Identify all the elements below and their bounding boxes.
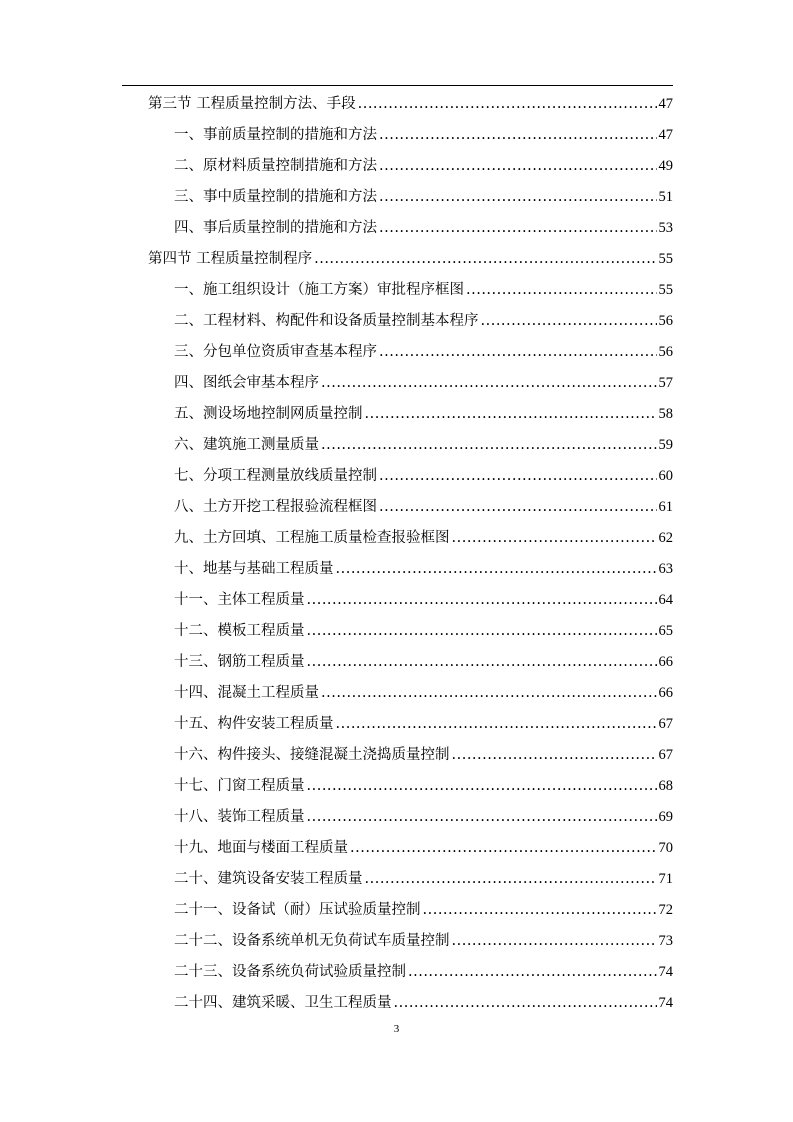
toc-entry-label: 二十三、设备系统负荷试验质量控制 [174, 964, 406, 980]
toc-entry-page: 67 [658, 747, 673, 763]
toc-entry-page: 47 [658, 127, 673, 143]
dot-leader [379, 495, 657, 519]
toc-entry-page: 70 [658, 840, 673, 856]
dot-leader [314, 247, 656, 271]
toc-entry[interactable] [174, 340, 673, 364]
toc-entry-label: 一、施工组织设计（施工方案）审批程序框图 [174, 282, 464, 298]
dot-leader [321, 681, 657, 705]
toc-entry-label: 三、分包单位资质审查基本程序 [174, 344, 377, 360]
dot-leader [365, 867, 657, 891]
toc-entry-label: 一、事前质量控制的措施和方法 [174, 127, 377, 143]
toc-entry-page: 73 [658, 933, 673, 949]
toc-entry-page: 55 [658, 251, 673, 267]
dot-leader [452, 929, 657, 953]
dot-leader [452, 743, 657, 767]
toc-entry[interactable] [174, 991, 673, 1015]
toc-entry-page: 47 [658, 96, 673, 112]
toc-entry[interactable] [174, 898, 673, 922]
dot-leader [452, 526, 657, 550]
toc-entry[interactable] [174, 960, 673, 984]
header-rule [122, 85, 673, 86]
dot-leader [394, 991, 657, 1015]
toc-entry-label: 二十一、设备试（耐）压试验质量控制 [174, 902, 421, 918]
toc-entry[interactable] [174, 712, 673, 736]
toc-entry-page: 62 [658, 530, 673, 546]
dot-leader [379, 185, 657, 209]
toc-entry[interactable] [174, 805, 673, 829]
toc-entry-label: 十九、地面与楼面工程质量 [174, 840, 348, 856]
toc-entry-page: 49 [658, 158, 673, 174]
toc-entry[interactable] [174, 836, 673, 860]
dot-leader [307, 619, 657, 643]
toc-entry-label: 二、工程材料、构配件和设备质量控制基本程序 [174, 313, 479, 329]
toc-entry-label: 十六、构件接头、接缝混凝土浇捣质量控制 [174, 747, 450, 763]
toc-entry-page: 63 [658, 561, 673, 577]
toc-entry-page: 69 [658, 809, 673, 825]
toc-entry[interactable] [174, 557, 673, 581]
toc-entry-page: 74 [658, 995, 673, 1011]
toc-entry-label: 第三节 工程质量控制方法、手段 [148, 96, 356, 112]
toc-entry[interactable] [174, 619, 673, 643]
dot-leader [307, 650, 657, 674]
toc-entry-page: 72 [658, 902, 673, 918]
dot-leader [408, 960, 657, 984]
toc-entry[interactable] [174, 278, 673, 302]
dot-leader [423, 898, 657, 922]
toc-entry-page: 74 [658, 964, 673, 980]
dot-leader [379, 464, 657, 488]
toc-entry-label: 十、地基与基础工程质量 [174, 561, 334, 577]
toc-entry[interactable] [174, 433, 673, 457]
page-number: 3 [393, 1023, 400, 1035]
dot-leader [358, 92, 657, 116]
toc-entry-label: 四、事后质量控制的措施和方法 [174, 220, 377, 236]
toc-entry[interactable] [174, 681, 673, 705]
toc-entry[interactable] [174, 185, 673, 209]
toc-entry-label: 十八、装饰工程质量 [174, 809, 305, 825]
toc-entry[interactable] [148, 92, 673, 116]
toc-entry[interactable] [174, 216, 673, 240]
toc-entry-page: 67 [658, 716, 673, 732]
dot-leader [321, 371, 657, 395]
toc-entry-label: 二十二、设备系统单机无负荷试车质量控制 [174, 933, 450, 949]
toc-entry-label: 第四节 工程质量控制程序 [148, 251, 313, 267]
toc-entry-page: 65 [658, 623, 673, 639]
toc-entry-page: 60 [658, 468, 673, 484]
toc-entry-page: 56 [658, 344, 673, 360]
toc-entry-label: 二十四、建筑采暖、卫生工程质量 [174, 995, 392, 1011]
toc-entry[interactable] [174, 743, 673, 767]
toc-entry-label: 二十、建筑设备安装工程质量 [174, 871, 363, 887]
toc-entry-page: 56 [658, 313, 673, 329]
toc-entry-label: 五、测设场地控制网质量控制 [174, 406, 363, 422]
toc-entry[interactable] [174, 650, 673, 674]
toc-entry-page: 61 [658, 499, 673, 515]
toc-entry-label: 十一、主体工程质量 [174, 592, 305, 608]
toc-entry-page: 71 [658, 871, 673, 887]
toc-entry-page: 64 [658, 592, 673, 608]
dot-leader [350, 836, 657, 860]
toc-entry-label: 十七、门窗工程质量 [174, 778, 305, 794]
toc-entry[interactable] [174, 495, 673, 519]
toc-entry-label: 十三、钢筋工程质量 [174, 654, 305, 670]
toc-entry[interactable] [174, 774, 673, 798]
toc-entry[interactable] [174, 371, 673, 395]
toc-entry-page: 53 [658, 220, 673, 236]
dot-leader [379, 123, 657, 147]
toc-entry-label: 十二、模板工程质量 [174, 623, 305, 639]
dot-leader [481, 309, 657, 333]
dot-leader [307, 805, 657, 829]
toc-entry-label: 八、土方开挖工程报验流程框图 [174, 499, 377, 515]
dot-leader [379, 340, 657, 364]
toc-entry-page: 66 [658, 685, 673, 701]
dot-leader [379, 216, 657, 240]
toc-entry-label: 六、建筑施工测量质量 [174, 437, 319, 453]
toc-entry-label: 三、事中质量控制的措施和方法 [174, 189, 377, 205]
toc-entry-page: 51 [658, 189, 673, 205]
dot-leader [307, 588, 657, 612]
toc-entry[interactable] [174, 402, 673, 426]
toc-entry[interactable] [174, 123, 673, 147]
toc-entry[interactable] [174, 464, 673, 488]
toc-entry-label: 二、原材料质量控制措施和方法 [174, 158, 377, 174]
dot-leader [336, 712, 657, 736]
toc-entry[interactable] [174, 929, 673, 953]
toc-entry[interactable] [174, 588, 673, 612]
toc-entry[interactable] [174, 867, 673, 891]
toc-entry[interactable] [148, 247, 673, 271]
dot-leader [307, 774, 657, 798]
dot-leader [466, 278, 657, 302]
toc-entry-label: 十四、混凝土工程质量 [174, 685, 319, 701]
toc-entry[interactable] [174, 309, 673, 333]
toc-entry-page: 58 [658, 406, 673, 422]
dot-leader [321, 433, 657, 457]
toc-entry-page: 59 [658, 437, 673, 453]
toc-entry-page: 57 [658, 375, 673, 391]
toc-entry-label: 七、分项工程测量放线质量控制 [174, 468, 377, 484]
toc-entry[interactable] [174, 154, 673, 178]
toc-entry-page: 66 [658, 654, 673, 670]
toc-entry-label: 九、土方回填、工程施工质量检查报验框图 [174, 530, 450, 546]
dot-leader [336, 557, 657, 581]
toc-entry-page: 55 [658, 282, 673, 298]
toc-entry-label: 十五、构件安装工程质量 [174, 716, 334, 732]
toc-entry-label: 四、图纸会审基本程序 [174, 375, 319, 391]
dot-leader [379, 154, 657, 178]
toc-entry-page: 68 [658, 778, 673, 794]
toc-entry[interactable] [174, 526, 673, 550]
dot-leader [365, 402, 657, 426]
